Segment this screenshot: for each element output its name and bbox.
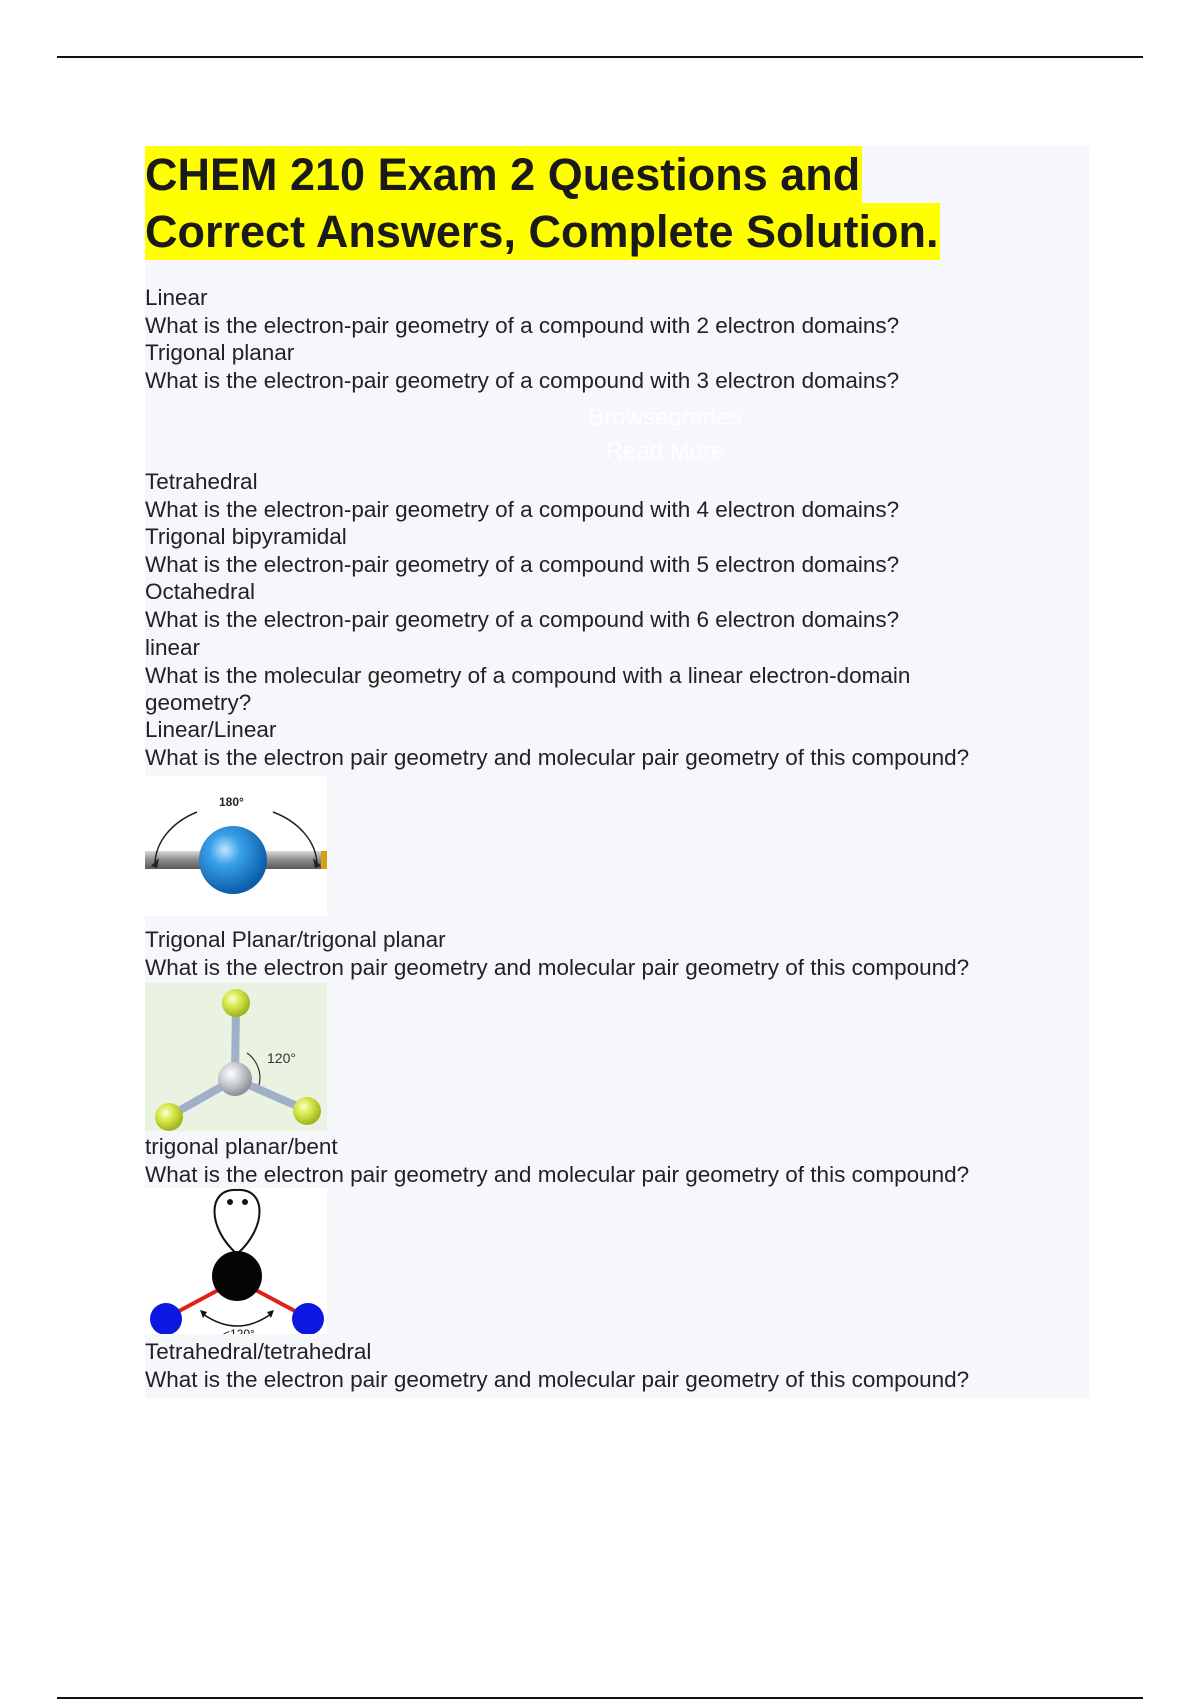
flashcard <box>145 716 969 771</box>
answer: Tetrahedral <box>145 469 258 494</box>
flashcard <box>145 468 899 523</box>
footer-rule <box>57 1697 1143 1699</box>
angle-label: 180° <box>219 795 244 809</box>
trigonal-planar-diagram <box>145 983 327 1131</box>
question: What is the electron pair geometry and molecular pair geometry of this compound? <box>145 1366 970 1392</box>
linear-molecule-figure <box>145 776 327 916</box>
answer: Octahedral <box>145 579 256 604</box>
answer: Linear/Linear <box>145 717 277 742</box>
answer: linear <box>145 635 201 660</box>
bent-molecule-figure <box>145 1188 327 1334</box>
trigonal-planar-figure <box>145 983 327 1131</box>
answer: trigonal planar/bent <box>145 1134 338 1159</box>
angle-label: <120° <box>223 1327 255 1334</box>
watermark-line-2: Read More <box>605 438 725 465</box>
title-line-1: CHEM 210 Exam 2 Questions and <box>145 146 862 203</box>
question: What is the electron-pair geometry of a compound with 6 electron domains? <box>145 606 900 632</box>
document-title <box>145 146 939 257</box>
answer: Linear <box>145 285 208 310</box>
flashcard <box>145 1338 969 1393</box>
linear-molecule-diagram <box>145 776 327 916</box>
question: What is the molecular geometry of a compound with a linear electron-domain geometry? <box>145 662 911 715</box>
question: What is the electron-pair geometry of a compound with 3 electron domains? <box>145 367 900 393</box>
flashcard <box>145 926 969 981</box>
question: What is the electron pair geometry and molecular pair geometry of this compound? <box>145 1161 970 1187</box>
question: What is the electron-pair geometry of a compound with 5 electron domains? <box>145 551 900 577</box>
title-line-2: Correct Answers, Complete Solution. <box>145 203 940 260</box>
question: What is the electron-pair geometry of a compound with 2 electron domains? <box>145 312 900 338</box>
document-body <box>145 146 1089 1398</box>
answer: Trigonal Planar/trigonal planar <box>145 927 446 952</box>
flashcard <box>145 578 899 633</box>
answer: Tetrahedral/tetrahedral <box>145 1339 372 1364</box>
answer: Trigonal planar <box>145 340 295 365</box>
angle-label: 120° <box>267 1050 296 1066</box>
question: What is the electron-pair geometry of a compound with 4 electron domains? <box>145 496 900 522</box>
flashcard <box>145 284 899 339</box>
watermark-line-1: Browsegrades <box>588 404 742 431</box>
bent-molecule-diagram <box>145 1188 327 1334</box>
flashcard <box>145 1133 969 1188</box>
watermark <box>545 401 785 469</box>
flashcard <box>145 339 899 394</box>
question: What is the electron pair geometry and molecular pair geometry of this compound? <box>145 954 970 980</box>
question: What is the electron pair geometry and molecular pair geometry of this compound? <box>145 744 970 770</box>
header-rule <box>57 56 1143 58</box>
flashcard <box>145 523 899 578</box>
flashcard <box>145 634 995 717</box>
answer: Trigonal bipyramidal <box>145 524 347 549</box>
